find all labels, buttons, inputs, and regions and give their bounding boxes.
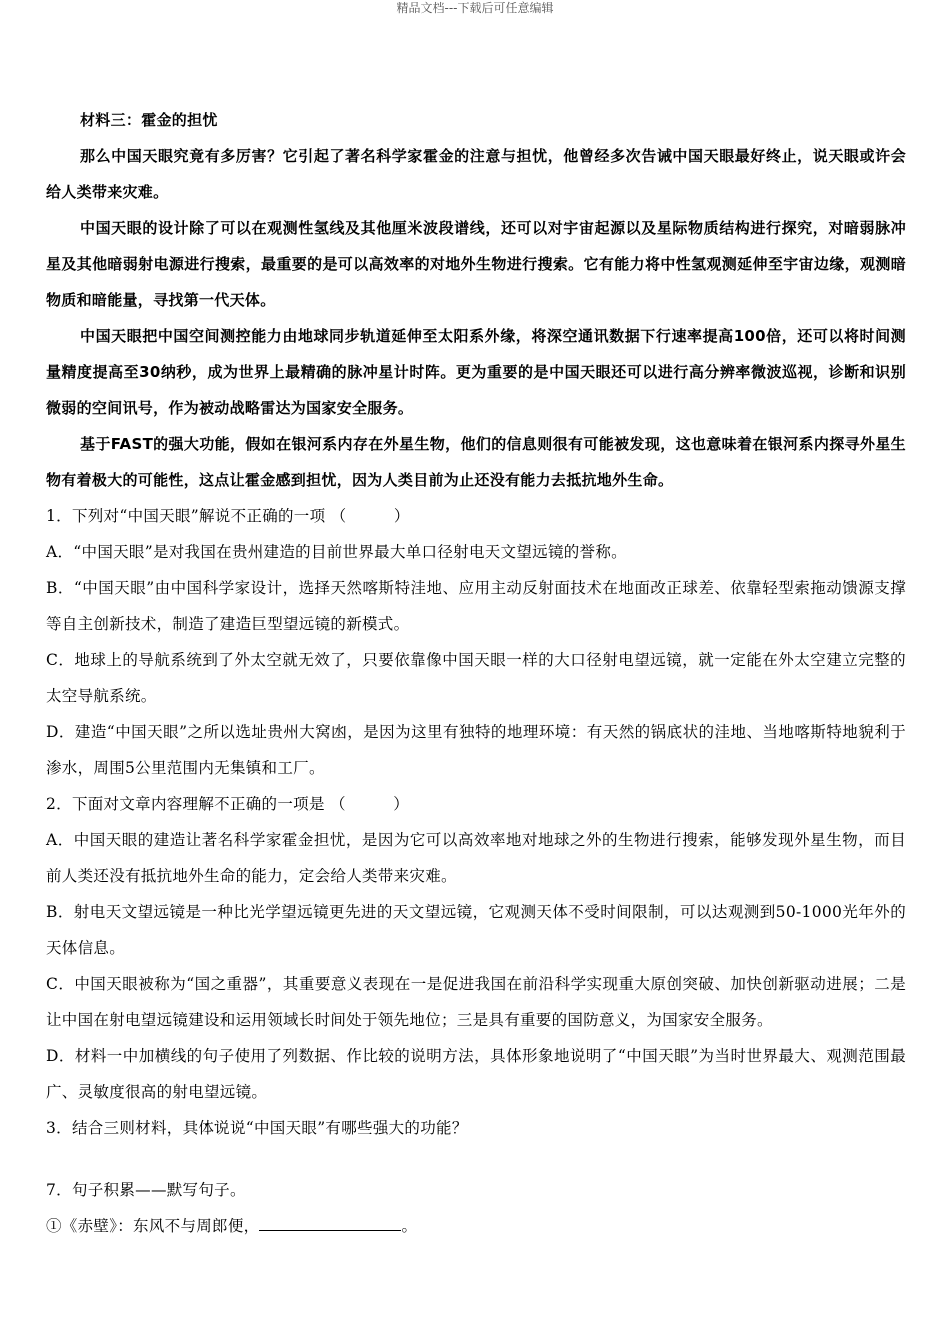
material-title: 材料三：霍金的担忧 xyxy=(80,111,218,129)
material-paragraph-1: 那么中国天眼究竟有多厉害？它引起了著名科学家霍金的注意与担忧，他曾经多次告诫中国天眼最好终止，说天眼或许会给人类带来灾难。 xyxy=(46,147,906,201)
question-1-option-a: A．“中国天眼”是对我国在贵州建造的目前世界最大单口径射电天文望远镜的誉称。 xyxy=(46,543,627,561)
question-7-item-1 xyxy=(46,1208,906,1244)
question-2-option-c: C．中国天眼被称为“国之重器”，其重要意义表现在一是促进我国在前沿科学实现重大原创突破、加快创新驱动进展；二是让中国在射电望远镜建设和运用领域长时间处于领先地位；三是具有重要的国防意义，为国家安全服务。 xyxy=(46,975,906,1029)
question-2-option-b: B．射电天文望远镜是一种比光学望远镜更先进的天文望远镜，它观测天体不受时间限制，可以达观测到50-1000光年外的天体信息。 xyxy=(46,903,906,957)
question-1-option-d: D．建造“中国天眼”之所以选址贵州大窝凼，是因为这里有独特的地理环境：有天然的锅底状的洼地、当地喀斯特地貌利于渗水，周围5公里范围内无集镇和工厂。 xyxy=(46,723,906,777)
question-2-option-d: D．材料一中加横线的句子使用了列数据、作比较的说明方法，具体形象地说明了“中国天眼”为当时世界最大、观测范围最广、灵敏度很高的射电望远镜。 xyxy=(46,1047,906,1101)
question-3-stem-pre: 3．结合三则材料， xyxy=(46,1119,183,1137)
question-7-item-1-end: 。 xyxy=(401,1217,418,1235)
question-3-stem-post: “中国天眼”有哪些强大的功能？ xyxy=(245,1119,468,1137)
question-1-option-b: B．“中国天眼”由中国科学家设计，选择天然喀斯特洼地、应用主动反射面技术在地面改正球差、依靠轻型索拖动馈源支撑等自主创新技术，制造了建造巨型望远镜的新模式。 xyxy=(46,579,906,633)
question-1-stem: 1．下列对“中国天眼”解说不正确的一项 （ ） xyxy=(46,507,410,525)
answer-space xyxy=(46,1146,906,1172)
material-paragraph-2: 中国天眼的设计除了可以在观测性氢线及其他厘米波段谱线，还可以对宇宙起源以及星际物质结构进行探究，对暗弱脉冲星及其他暗弱射电源进行搜索，最重要的是可以高效率的对地外生物进行搜索。它有能力将中性氢观测延伸至宇宙边缘，观测暗物质和暗能量，寻找第一代天体。 xyxy=(46,219,906,309)
question-1-option-c: C．地球上的导航系统到了外太空就无效了，只要依靠像中国天眼一样的大口径射电望远镜，就一定能在外太空建立完整的太空导航系统。 xyxy=(46,651,906,705)
question-3-stem xyxy=(46,1110,906,1146)
question-7-item-1-prompt: ①《赤壁》：东风不与周郎便， xyxy=(46,1217,260,1235)
material-paragraph-3: 中国天眼把中国空间测控能力由地球同步轨道延伸至太阳系外缘，将深空通讯数据下行速率提高100倍，还可以将时间测量精度提高至30纳秒，成为世界上最精确的脉冲星计时阵。更为重要的是中国天眼还可以进行高分辨率微波巡视，诊断和识别微弱的空间讯号，作为被动战略雷达为国家安全服务。 xyxy=(46,327,906,417)
answer-blank[interactable] xyxy=(259,1216,401,1231)
document-body xyxy=(46,102,906,1244)
question-2-option-a: A．中国天眼的建造让著名科学家霍金担忧，是因为它可以高效率地对地球之外的生物进行搜索，能够发现外星生物，而目前人类还没有抵抗地外生命的能力，定会给人类带来灾难。 xyxy=(46,831,906,885)
question-3-emphasis: · · · · 具体说说 xyxy=(183,1119,246,1137)
question-7-stem: 7．句子积累——默写句子。 xyxy=(46,1181,246,1199)
material-paragraph-4: 基于FAST的强大功能，假如在银河系内存在外星生物，他们的信息则很有可能被发现，这也意味着在银河系内探寻外星生物有着极大的可能性，这点让霍金感到担忧，因为人类目前为止还没有能力去抵抗地外生命。 xyxy=(46,435,906,489)
page-header: 精品文档---下载后可任意编辑 xyxy=(396,1,554,15)
question-2-stem: 2．下面对文章内容理解不正确的一项是 （ ） xyxy=(46,795,409,813)
